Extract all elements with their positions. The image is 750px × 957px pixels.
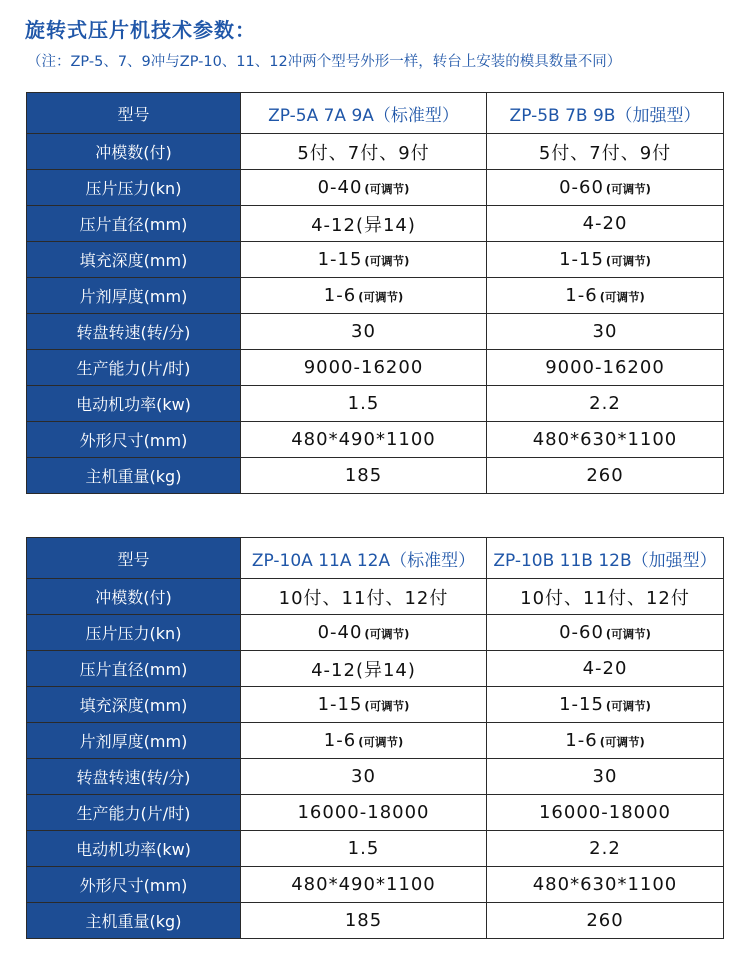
- param-label: 压片直径(mm): [27, 651, 241, 687]
- param-label: 填充深度(mm): [27, 687, 241, 723]
- param-label: 转盘转速(转/分): [27, 314, 241, 350]
- reinforced-value-cell: [487, 422, 724, 458]
- reinforced-value: 10付、11付、12付: [520, 587, 690, 609]
- reinforced-value: 5付、7付、9付: [538, 142, 672, 164]
- param-label: 压片压力(kn): [27, 170, 241, 206]
- table-row: [27, 386, 724, 422]
- standard-value-cell: [241, 314, 487, 350]
- adjustable-note: (可调节): [605, 254, 651, 268]
- reinforced-value: 0-60: [559, 177, 604, 198]
- param-label: 外形尺寸(mm): [27, 422, 241, 458]
- reinforced-value: 1-6: [565, 285, 598, 306]
- reinforced-value-cell: [487, 350, 724, 386]
- table-header-row: [27, 93, 724, 134]
- reinforced-value: 2.2: [589, 393, 621, 414]
- standard-value-cell: [241, 422, 487, 458]
- reinforced-value-cell: [487, 278, 724, 314]
- standard-value-cell: [241, 759, 487, 795]
- reinforced-value-cell: [487, 687, 724, 723]
- reinforced-value: 4-20: [582, 658, 628, 679]
- table-row: [27, 242, 724, 278]
- standard-value-cell: [241, 651, 487, 687]
- standard-value: 30: [351, 321, 376, 342]
- standard-value: 480*490*1100: [291, 429, 436, 450]
- reinforced-value: 260: [586, 465, 624, 486]
- param-label: 填充深度(mm): [27, 242, 241, 278]
- spec-table-standard-5-9: [26, 92, 724, 494]
- table-row: [27, 795, 724, 831]
- reinforced-value-cell: [487, 867, 724, 903]
- reinforced-value-cell: [487, 458, 724, 494]
- reinforced-value-cell: [487, 386, 724, 422]
- table-row: [27, 458, 724, 494]
- param-label: 片剂厚度(mm): [27, 723, 241, 759]
- reinforced-value-cell: [487, 831, 724, 867]
- standard-value: 9000-16200: [303, 357, 424, 378]
- reinforced-value-cell: [487, 651, 724, 687]
- reinforced-value-cell: [487, 903, 724, 939]
- standard-value: 1-6: [323, 285, 357, 306]
- standard-value-cell: [241, 170, 487, 206]
- reinforced-value: 480*630*1100: [532, 429, 678, 450]
- standard-value: 16000-18000: [297, 802, 430, 823]
- standard-value: 1.5: [347, 393, 380, 414]
- model-label-cell: 型号: [27, 93, 241, 134]
- table-row: [27, 759, 724, 795]
- standard-value-cell: [241, 206, 487, 242]
- table-row: [27, 903, 724, 939]
- page-title: 旋转式压片机技术参数：: [25, 18, 256, 42]
- standard-value-cell: [241, 615, 487, 651]
- reinforced-value: 4-20: [582, 213, 628, 234]
- reinforced-value: 30: [592, 766, 618, 787]
- table-row: [27, 350, 724, 386]
- reinforced-value-cell: [487, 759, 724, 795]
- standard-value-cell: [241, 242, 487, 278]
- table-row: [27, 579, 724, 615]
- table-row: [27, 314, 724, 350]
- adjustable-note: (可调节): [599, 735, 645, 749]
- adjustable-note: (可调节): [599, 290, 645, 304]
- standard-value-cell: [241, 867, 487, 903]
- param-label: 主机重量(kg): [27, 903, 241, 939]
- reinforced-value: 2.2: [589, 838, 621, 859]
- standard-value-cell: [241, 795, 487, 831]
- standard-value: 1-6: [323, 730, 357, 751]
- adjustable-note: (可调节): [605, 627, 651, 641]
- reinforced-value: 30: [592, 321, 618, 342]
- standard-value: 185: [344, 910, 383, 931]
- reinforced-value: 1-6: [565, 730, 598, 751]
- table-row: [27, 831, 724, 867]
- standard-value-cell: [241, 458, 487, 494]
- standard-value-cell: [241, 723, 487, 759]
- standard-value: 4-12(异14): [311, 659, 416, 681]
- reinforced-value: 0-60: [559, 622, 604, 643]
- standard-value-cell: [241, 278, 487, 314]
- model-reinforced-header: ZP-10B 11B 12B（加强型）: [487, 538, 724, 579]
- reinforced-value: 9000-16200: [545, 357, 665, 378]
- table-row: [27, 278, 724, 314]
- table-row: [27, 687, 724, 723]
- reinforced-value-cell: [487, 579, 724, 615]
- param-label: 压片压力(kn): [27, 615, 241, 651]
- reinforced-value: 480*630*1100: [532, 874, 678, 895]
- spec-table-standard-10-12: [26, 537, 724, 939]
- reinforced-value: 1-15: [559, 694, 604, 715]
- standard-value-cell: [241, 386, 487, 422]
- model-reinforced-header: ZP-5B 7B 9B（加强型）: [487, 93, 724, 134]
- reinforced-value-cell: [487, 615, 724, 651]
- standard-value-cell: [241, 687, 487, 723]
- table-header-row: [27, 538, 724, 579]
- table-row: [27, 867, 724, 903]
- standard-value: 10付、11付、12付: [278, 587, 449, 609]
- model-standard-header: ZP-10A 11A 12A（标准型）: [241, 538, 487, 579]
- table-row: [27, 134, 724, 170]
- model-note: （注：ZP-5、7、9冲与ZP-10、11、12冲两个型号外形一样，转台上安装的模具数量不同）: [27, 54, 622, 70]
- param-label: 转盘转速(转/分): [27, 759, 241, 795]
- standard-value-cell: [241, 350, 487, 386]
- reinforced-value-cell: [487, 795, 724, 831]
- table-row: [27, 723, 724, 759]
- param-label: 生产能力(片/时): [27, 350, 241, 386]
- table-row: [27, 615, 724, 651]
- param-label: 片剂厚度(mm): [27, 278, 241, 314]
- table-row: [27, 651, 724, 687]
- param-label: 压片直径(mm): [27, 206, 241, 242]
- adjustable-note: (可调节): [605, 182, 651, 196]
- adjustable-note: (可调节): [364, 699, 410, 713]
- adjustable-note: (可调节): [364, 254, 410, 268]
- table-row: [27, 422, 724, 458]
- model-label-cell: 型号: [27, 538, 241, 579]
- param-label: 电动机功率(kw): [27, 831, 241, 867]
- reinforced-value-cell: [487, 170, 724, 206]
- adjustable-note: (可调节): [605, 699, 651, 713]
- param-label: 生产能力(片/时): [27, 795, 241, 831]
- standard-value: 0-40: [317, 177, 363, 198]
- adjustable-note: (可调节): [358, 290, 404, 304]
- model-standard-header: ZP-5A 7A 9A（标准型）: [241, 93, 487, 134]
- standard-value: 185: [344, 465, 383, 486]
- param-label: 冲模数(付): [27, 134, 241, 170]
- standard-value: 480*490*1100: [291, 874, 436, 895]
- standard-value: 1-15: [317, 249, 363, 270]
- param-label: 电动机功率(kw): [27, 386, 241, 422]
- standard-value: 1.5: [347, 838, 380, 859]
- standard-value: 0-40: [317, 622, 363, 643]
- reinforced-value-cell: [487, 242, 724, 278]
- reinforced-value: 260: [586, 910, 624, 931]
- reinforced-value-cell: [487, 206, 724, 242]
- reinforced-value-cell: [487, 723, 724, 759]
- standard-value: 5付、7付、9付: [297, 142, 430, 164]
- adjustable-note: (可调节): [358, 735, 404, 749]
- reinforced-value-cell: [487, 314, 724, 350]
- reinforced-value: 1-15: [559, 249, 604, 270]
- param-label: 冲模数(付): [27, 579, 241, 615]
- reinforced-value-cell: [487, 134, 724, 170]
- standard-value: 1-15: [317, 694, 363, 715]
- standard-value-cell: [241, 831, 487, 867]
- standard-value-cell: [241, 134, 487, 170]
- param-label: 主机重量(kg): [27, 458, 241, 494]
- table-row: [27, 170, 724, 206]
- adjustable-note: (可调节): [364, 627, 410, 641]
- standard-value-cell: [241, 579, 487, 615]
- reinforced-value: 16000-18000: [538, 802, 672, 823]
- adjustable-note: (可调节): [364, 182, 410, 196]
- table-row: [27, 206, 724, 242]
- standard-value-cell: [241, 903, 487, 939]
- standard-value: 4-12(异14): [311, 214, 416, 236]
- standard-value: 30: [351, 766, 376, 787]
- param-label: 外形尺寸(mm): [27, 867, 241, 903]
